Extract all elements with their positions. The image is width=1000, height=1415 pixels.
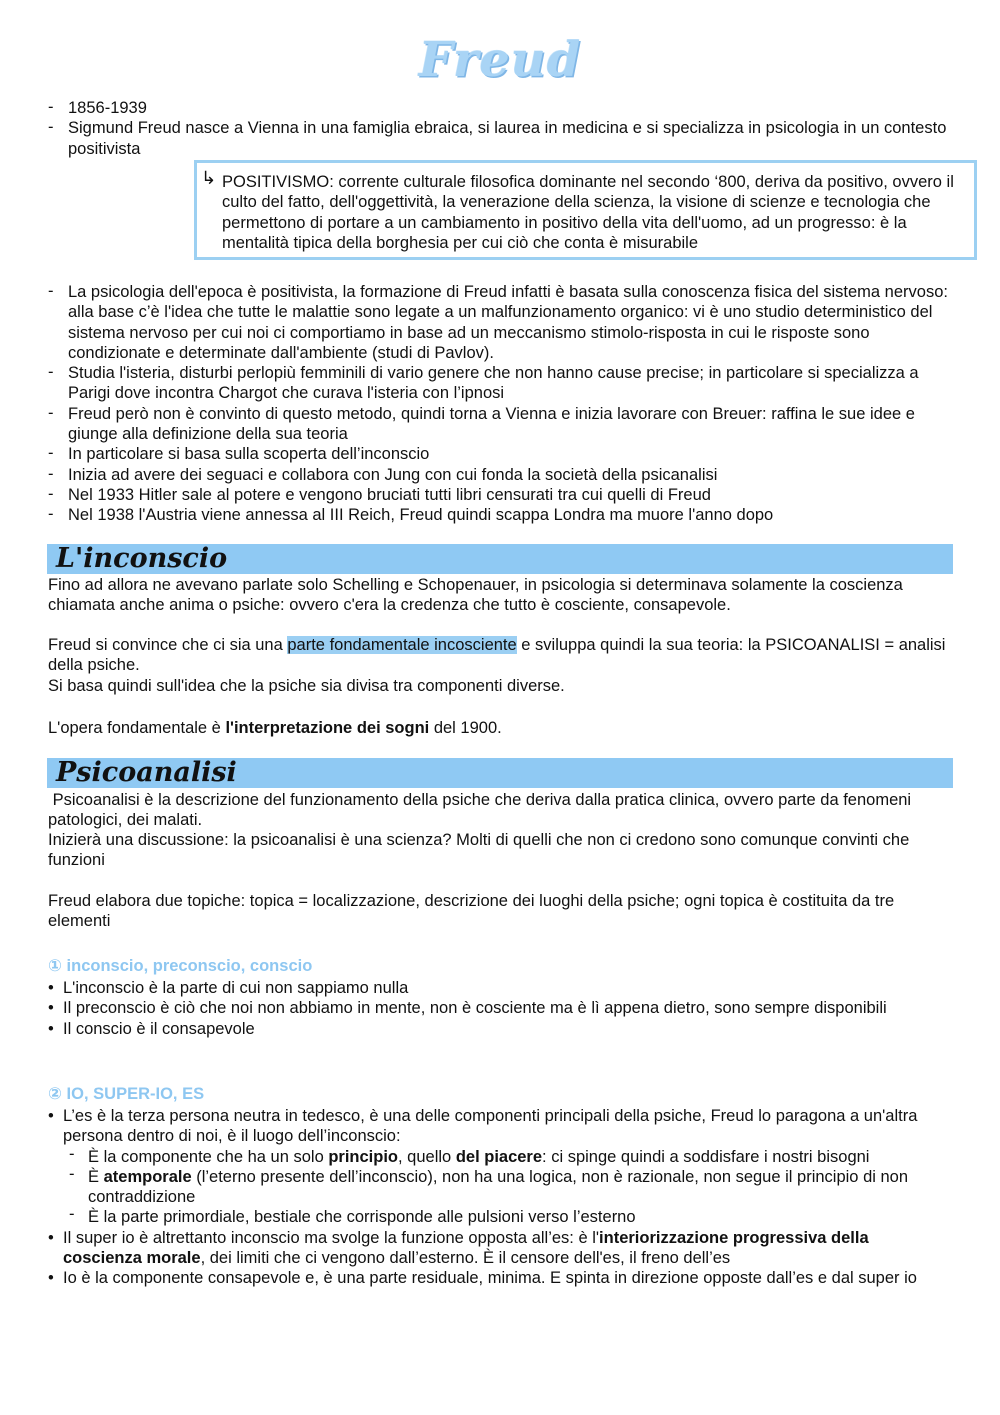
- psicoanalisi-paragraph-2: Inizierà una discussione: la psicoanalisi è una scienza? Molti di quelli che non ci credono sono comunque convinti che funzioni: [48, 831, 910, 870]
- text-span: Il super io è altrettanto inconscio ma svolge la funzione opposta all’es: è l': [63, 1228, 600, 1247]
- bold-text: l'interpretazione dei sogni: [225, 719, 430, 737]
- text-span: del 1900.: [429, 719, 502, 737]
- list-item: - Freud però non è convinto di questo metodo, quindi torna a Vienna e inizia lavorare con Breuer: raffina le sue idee e giunge alla definizione della sua teoria: [0, 404, 958, 445]
- topica-2-list-wrap: [0, 1106, 1000, 1289]
- list-item: - 1856-1939: [0, 98, 1000, 118]
- text-span: L’es è la terza persona neutra in tedesco, è una delle componenti principali della psiche, Freud lo paragona a un'altra persona dentro di noi, è il luogo dell’inconscio:: [63, 1107, 918, 1146]
- list-item: - Nel 1938 l'Austria viene annessa al III Reich, Freud quindi scappa Londra ma muore l'anno dopo: [0, 505, 958, 525]
- bold-text: atemporale: [103, 1167, 192, 1186]
- section-heading-psicoanalisi: Psicoanalisi: [56, 757, 237, 788]
- text-span: È: [88, 1167, 104, 1186]
- intro-list: [0, 98, 1000, 159]
- list-item: - In particolare si basa sulla scoperta dell’inconscio: [0, 444, 958, 464]
- list-item: • Il conscio è il consapevole: [0, 1019, 960, 1039]
- list-item: [0, 1167, 920, 1208]
- section-heading-band: [47, 544, 953, 574]
- callout-text: POSITIVISMO: corrente culturale filosofica dominante nel secondo ‘800, deriva da positivo, ovvero il culto del fatto, dell'oggettività, la venerazione della scienza, la visione di scienze e tecnologia che permettono di portare a un cambiamento in positivo della vita dell'uomo, ad un progresso: è la mentalità tipica della borghesia per cui ciò che conta è misurabile: [222, 173, 954, 252]
- text-span: : ci spinge quindi a soddisfare i nostri bisogni: [542, 1147, 870, 1166]
- main-list: [0, 282, 1000, 526]
- list-item: - Nel 1933 Hitler sale al potere e vengono bruciati tutti libri censurati tra cui quelli di Freud: [0, 485, 958, 505]
- bold-text: interiorizzazione progressiva della coscienza morale: [63, 1228, 869, 1268]
- list-item: • Il preconscio è ciò che noi non abbiamo in mente, non è cosciente ma è lì appena dietro, sono sempre disponibili: [0, 998, 960, 1018]
- section-heading-inconscio: L'inconscio: [56, 543, 228, 574]
- text-span: L'opera fondamentale è: [48, 719, 226, 737]
- inconscio-paragraph-3: Si basa quindi sull'idea che la psiche sia divisa tra componenti diverse.: [48, 677, 565, 695]
- inconscio-paragraph-4: [48, 718, 958, 738]
- topica-1-title: ① inconscio, preconscio, conscio: [48, 957, 313, 975]
- list-item: - Inizia ad avere dei seguaci e collabora con Jung con cui fonda la società della psicanalisi: [0, 465, 958, 485]
- list-item: - È la parte primordiale, bestiale che corrisponde alle pulsioni verso l’esterno: [0, 1207, 920, 1227]
- page-title: Freud: [418, 32, 582, 88]
- topica-2-list: [0, 1106, 1000, 1147]
- text-span: Freud si convince che ci sia una: [48, 636, 288, 654]
- text-span: e sviluppa quindi la sua teoria: la PSICOANALISI = analisi della psiche.: [48, 636, 946, 675]
- inconscio-paragraph-1: Fino ad allora ne avevano parlate solo Schelling e Schopenauer, in psicologia si determinava solamente la coscienza chiamata anche anima o psiche: ovvero c'era la credenza che tutto è cosciente, consapevole.: [48, 576, 903, 615]
- section-heading-band: [47, 758, 953, 788]
- text-span: (l’eterno presente dell’inconscio), non ha una logica, non è razionale, non segue il principio di non contraddizione: [88, 1167, 909, 1207]
- topica-1-list-wrap: [0, 978, 1000, 1039]
- topica-2-list-cont: [0, 1228, 1000, 1289]
- list-item-superio: [0, 1228, 940, 1269]
- list-item: - Sigmund Freud nasce a Vienna in una famiglia ebraica, si laurea in medicina e si specializza in psicologia in un contesto positivista: [0, 118, 1000, 159]
- list-item: - La psicologia dell'epoca è positivista, la formazione di Freud infatti è basata sulla conoscenza fisica del sistema nervoso: alla base c’è l'idea che tutte le malattie sono legate a un malfunzionamento organico: vi è uno studio deterministico del sistema nervoso per cui noi ci comportiamo in base ad un meccanismo stimolo-risposta in cui le risposte sono condizionate e determinate dall'ambiente (studi di Pavlov).: [0, 282, 958, 363]
- psicoanalisi-paragraph-3: Freud elabora due topiche: topica = localizzazione, descrizione dei luoghi della psiche; ogni topica è costituita da tre elementi: [48, 892, 895, 931]
- list-item-es: [0, 1106, 955, 1147]
- main-list-wrap: [0, 282, 1000, 526]
- highlighted-text: parte fondamentale incosciente: [287, 636, 517, 654]
- intro-list-wrap: [0, 98, 1000, 159]
- es-sublist: [0, 1147, 1000, 1228]
- list-item: • L'inconscio è la parte di cui non sappiamo nulla: [0, 978, 960, 998]
- list-item: - Studia l'isteria, disturbi perlopiù femminili di vario genere che non hanno cause precise; in particolare si specializza a Parigi dove incontra Chargot che curava l'isteria con l’ipnosi: [0, 363, 958, 404]
- arrow-icon: ↳: [201, 168, 217, 189]
- bold-text: del piacere: [455, 1147, 543, 1166]
- topica-1-list: [0, 978, 1000, 1039]
- psicoanalisi-paragraph-1: Psicoanalisi è la descrizione del funzionamento della psiche che deriva dalla pratica clinica, ovvero parte da fenomeni patologici, dei malati.: [48, 791, 916, 830]
- text-span: , dei limiti che ci vengono dall’esterno. È il censore dell'es, il freno dell’es: [200, 1249, 731, 1268]
- positivismo-callout: [194, 160, 977, 260]
- list-item-io: • Io è la componente consapevole e, è una parte residuale, minima. E spinta in direzione opposte dall’es e dal super io: [0, 1268, 940, 1288]
- inconscio-paragraph-2: [48, 635, 958, 676]
- text-span: , quello: [398, 1147, 456, 1166]
- topica-2-title: ② IO, SUPER-IO, ES: [48, 1085, 205, 1103]
- list-item: [0, 1147, 920, 1167]
- text-span: È la componente che ha un solo: [88, 1147, 329, 1166]
- bold-text: principio: [328, 1147, 399, 1166]
